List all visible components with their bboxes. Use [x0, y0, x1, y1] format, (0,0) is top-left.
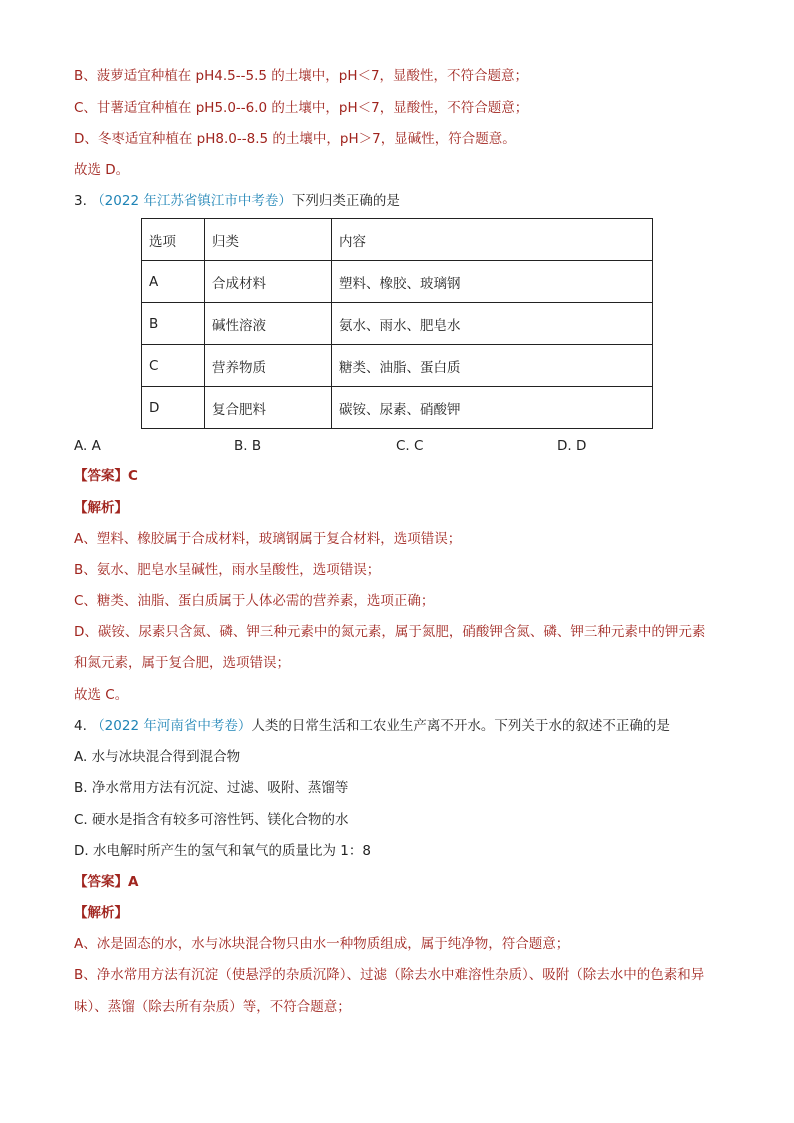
table-row	[142, 345, 653, 387]
table-cell: 氨水、雨水、肥皂水	[332, 303, 653, 345]
q4-stem-line	[74, 716, 670, 736]
q4-option-b: B. 净水常用方法有沉淀、过滤、吸附、蒸馏等	[74, 780, 349, 796]
table-header-cell: 内容	[332, 219, 653, 261]
q3-conclusion: 故选 C。	[74, 687, 129, 703]
q3-option-a: A. A	[74, 438, 101, 454]
table-row	[142, 387, 653, 429]
q3-option-b: B. B	[234, 438, 262, 454]
q4-analysis-line: B、净水常用方法有沉淀（使悬浮的杂质沉降）、过滤（除去水中难溶性杂质）、吸附（除去水中的色素和异	[74, 967, 705, 983]
q3-option-d: D. D	[557, 438, 587, 454]
q4-option-a: A. 水与冰块混合得到混合物	[74, 749, 241, 765]
q4-option-c: C. 硬水是指含有较多可溶性钙、镁化合物的水	[74, 812, 349, 828]
q3-analysis-line: B、氨水、肥皂水呈碱性，雨水呈酸性，选项错误；	[74, 562, 381, 578]
table-cell: A	[142, 261, 205, 303]
q4-answer-value: A	[128, 874, 139, 890]
q4-stem: 人类的日常生活和工农业生产离不开水。下列关于水的叙述不正确的是	[251, 718, 670, 734]
table-cell: 碳铵、尿素、硝酸钾	[332, 387, 653, 429]
q3-answer-label: 【答案】	[74, 468, 128, 484]
q4-analysis-line: 味）、蒸馏（除去所有杂质）等，不符合题意；	[74, 999, 351, 1015]
q4-analysis-label: 【解析】	[74, 905, 128, 921]
analysis-line-c: C、甘薯适宜种植在 pH5.0--6.0 的土壤中，pH＜7，显酸性，不符合题意；	[74, 100, 529, 116]
table-cell: 复合肥料	[205, 387, 332, 429]
table-cell: C	[142, 345, 205, 387]
q3-analysis-line: 和氮元素，属于复合肥，选项错误；	[74, 655, 290, 671]
q4-number: 4.	[74, 718, 87, 734]
table-cell: 合成材料	[205, 261, 332, 303]
q3-analysis-line: A、塑料、橡胶属于合成材料，玻璃钢属于复合材料，选项错误；	[74, 531, 462, 547]
q3-number: 3.	[74, 193, 87, 209]
analysis-line-b: B、菠萝适宜种植在 pH4.5--5.5 的土壤中，pH＜7，显酸性，不符合题意；	[74, 68, 529, 84]
table-header-row	[142, 219, 653, 261]
table-header-cell: 归类	[205, 219, 332, 261]
q3-stem: 下列归类正确的是	[291, 193, 400, 209]
q4-answer	[74, 872, 138, 892]
q3-option-c: C. C	[396, 438, 424, 454]
q3-answer-value: C	[128, 468, 138, 484]
table-cell: B	[142, 303, 205, 345]
table-row	[142, 303, 653, 345]
table-row	[142, 261, 653, 303]
q3-source: （2022 年江苏省镇江市中考卷）	[91, 193, 292, 209]
q3-analysis-line: C、糖类、油脂、蛋白质属于人体必需的营养素，选项正确；	[74, 593, 435, 609]
table-cell: 糖类、油脂、蛋白质	[332, 345, 653, 387]
analysis-line-d: D、冬枣适宜种植在 pH8.0--8.5 的土壤中，pH＞7，显碱性，符合题意。	[74, 131, 516, 147]
q4-answer-label: 【答案】	[74, 874, 128, 890]
q3-analysis-label: 【解析】	[74, 500, 128, 516]
table-cell: 碱性溶液	[205, 303, 332, 345]
table-header-cell: 选项	[142, 219, 205, 261]
q3-classification-table	[141, 218, 653, 429]
q3-analysis-line: D、碳铵、尿素只含氮、磷、钾三种元素中的氮元素，属于氮肥，硝酸钾含氮、磷、钾三种元素中的钾元素	[74, 624, 706, 640]
q4-source: （2022 年河南省中考卷）	[91, 718, 252, 734]
table-cell: D	[142, 387, 205, 429]
q2-conclusion: 故选 D。	[74, 162, 130, 178]
q4-option-d: D. 水电解时所产生的氢气和氧气的质量比为 1：8	[74, 843, 371, 859]
table-cell: 塑料、橡胶、玻璃钢	[332, 261, 653, 303]
q3-answer	[74, 466, 138, 486]
q4-analysis-line: A、冰是固态的水，水与冰块混合物只由水一种物质组成，属于纯净物，符合题意；	[74, 936, 570, 952]
q3-stem-line	[74, 191, 400, 211]
table-cell: 营养物质	[205, 345, 332, 387]
